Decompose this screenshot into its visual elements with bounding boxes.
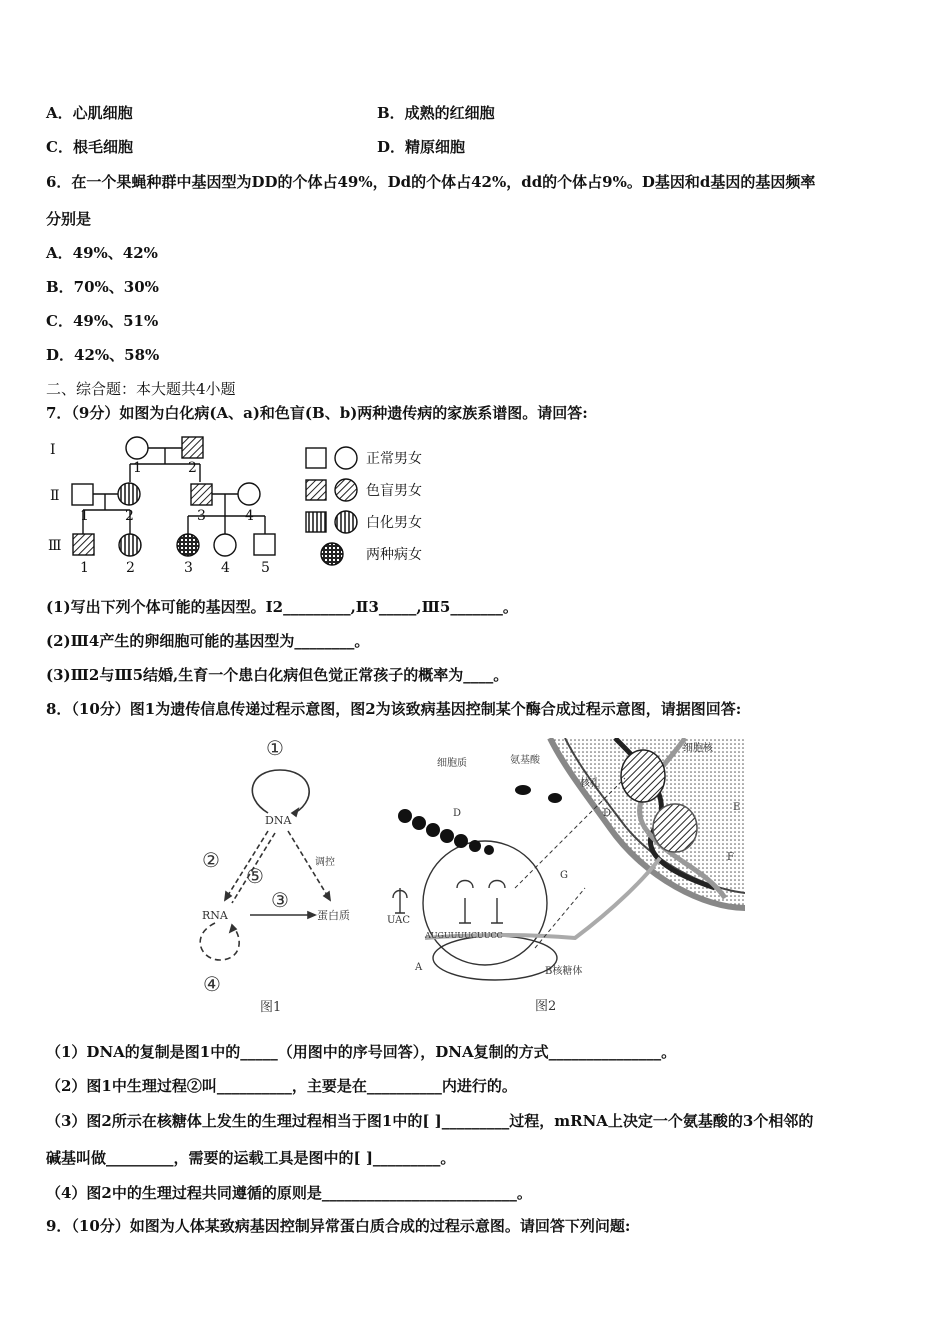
fig1-caption: 图1: [260, 1000, 282, 1015]
q7-sub3: (3)Ⅲ2与Ⅲ5结婚,生育一个患白化病但色觉正常孩子的概率为____。: [46, 666, 509, 684]
fig2-g-label: G: [560, 870, 568, 881]
q7-sub1: (1)写出下列个体可能的基因型。Ⅰ2_________,Ⅱ3_____,Ⅲ5_______。: [46, 598, 518, 616]
q6-stem-line1: 6．在一个果蝇种群中基因型为DD的个体占49%，Dd的个体占42%，dd的个体占9%。D基因和d基因的基因频率: [46, 173, 816, 191]
q5-option-c: C．根毛细胞: [46, 138, 133, 156]
figure-1-central-dogma: [180, 735, 380, 1020]
fig1-regulate-label: 调控: [315, 857, 335, 868]
fig2-mrna-seq: AUGUUUUCUUCC: [425, 931, 503, 940]
q5-option-a: A．心肌细胞: [46, 104, 133, 122]
q5-option-b: B．成熟的红细胞: [377, 104, 495, 122]
gen-I-label: Ⅰ: [50, 442, 56, 458]
fig2-f-label: F: [727, 852, 734, 863]
fig2-d-label: D: [453, 808, 462, 819]
q8-sub3-line1: （3）图2所示在核糖体上发生的生理过程相当于图1中的[ ]_________过程，mRNA上决定一个氨基酸的3个相邻的: [46, 1112, 814, 1130]
III-4-female: [214, 534, 236, 556]
legend-normal: 正常男女: [366, 451, 422, 467]
III-3-female: [177, 534, 199, 556]
II-3-male: [191, 484, 212, 505]
II-2-number: 2: [125, 508, 134, 524]
II-1-number: 1: [80, 508, 89, 524]
q6-option-b: B．70%、30%: [46, 278, 159, 296]
fig2-cytoplasm-label: 细胞质: [437, 758, 467, 769]
q8-sub2: （2）图1中生理过程②叫__________，主要是在__________内进行的。: [46, 1077, 517, 1095]
q6-option-d: D．42%、58%: [46, 346, 160, 364]
gen-II-label: Ⅱ: [50, 488, 60, 504]
q5-option-d: D．精原细胞: [377, 138, 466, 156]
fig1-protein-label: 蛋白质: [317, 909, 350, 922]
pedigree-chart: [40, 430, 460, 585]
III-1-number: 1: [80, 560, 89, 576]
II-4-number: 4: [245, 508, 254, 524]
II-4-female: [238, 483, 260, 505]
I-2-male: [182, 437, 203, 458]
fig2-a-label: A: [415, 962, 423, 973]
fig2-amino-acid-label: 氨基酸: [510, 755, 540, 766]
III-3-number: 3: [184, 560, 193, 576]
q6-option-a: A．49%、42%: [46, 244, 158, 262]
fig1-num-5: ⑤: [246, 864, 264, 888]
II-3-number: 3: [197, 508, 206, 524]
II-2-female: [118, 483, 140, 505]
legend-albino: 白化男女: [366, 515, 422, 531]
fig1-num-4: ④: [203, 972, 221, 996]
q6-option-c: C．49%、51%: [46, 312, 159, 330]
section-heading: 二、综合题：本大题共4小题: [46, 380, 236, 398]
legend-colorblind: 色盲男女: [366, 483, 422, 499]
III-4-number: 4: [221, 560, 230, 576]
II-1-male: [72, 484, 93, 505]
fig1-num-1: ①: [266, 736, 284, 760]
III-1-male: [73, 534, 94, 555]
III-2-number: 2: [126, 560, 135, 576]
q8-sub4: （4）图2中的生理过程共同遵循的原则是__________________________。: [46, 1184, 532, 1202]
fig1-num-2: ②: [202, 848, 220, 872]
q9-stem: 9．（10分）如图为人体某致病基因控制异常蛋白质合成的过程示意图。请回答下列问题:: [46, 1217, 631, 1235]
fig1-rna-label: RNA: [202, 909, 228, 922]
I-2-number: 2: [188, 460, 197, 476]
fig2-e-label: E: [733, 802, 741, 813]
gen-III-label: Ⅲ: [48, 538, 62, 554]
q7-stem: 7．（9分）如图为白化病(A、a)和色盲(B、b)两种遗传病的家族系谱图。请回答:: [46, 404, 588, 422]
legend-both: 两种病女: [366, 547, 422, 563]
fig2-nucleus-label: 细胞核: [683, 743, 713, 754]
q8-sub3-line2: 碱基叫做_________，需要的运载工具是图中的[ ]_________。: [46, 1149, 456, 1167]
q8-stem: 8．（10分）图1为遗传信息传递过程示意图，图2为该致病基因控制某个酶合成过程示意图，请据图回答:: [46, 700, 742, 718]
q6-stem-line2: 分别是: [46, 210, 92, 228]
III-5-number: 5: [261, 560, 270, 576]
fig1-dna-label: DNA: [265, 814, 292, 827]
I-1-female: [126, 437, 148, 459]
III-5-male: [254, 534, 275, 555]
fig1-num-3: ③: [271, 888, 289, 912]
fig2-caption: 图2: [535, 999, 557, 1014]
I-1-number: 1: [133, 460, 142, 476]
q8-sub1: （1）DNA的复制是图1中的_____（用图中的序号回答），DNA复制的方式_______________。: [46, 1043, 677, 1061]
figure-2-translation: [385, 738, 745, 1023]
fig2-d2-label: D: [603, 808, 612, 819]
fig2-ribosome-label: B核糖体: [545, 966, 583, 977]
fig2-uac-label: UAC: [387, 915, 410, 926]
q7-sub2: (2)Ⅲ4产生的卵细胞可能的基因型为________。: [46, 632, 370, 650]
III-2-female: [119, 534, 141, 556]
fig2-pore-label: 核孔: [580, 778, 600, 789]
